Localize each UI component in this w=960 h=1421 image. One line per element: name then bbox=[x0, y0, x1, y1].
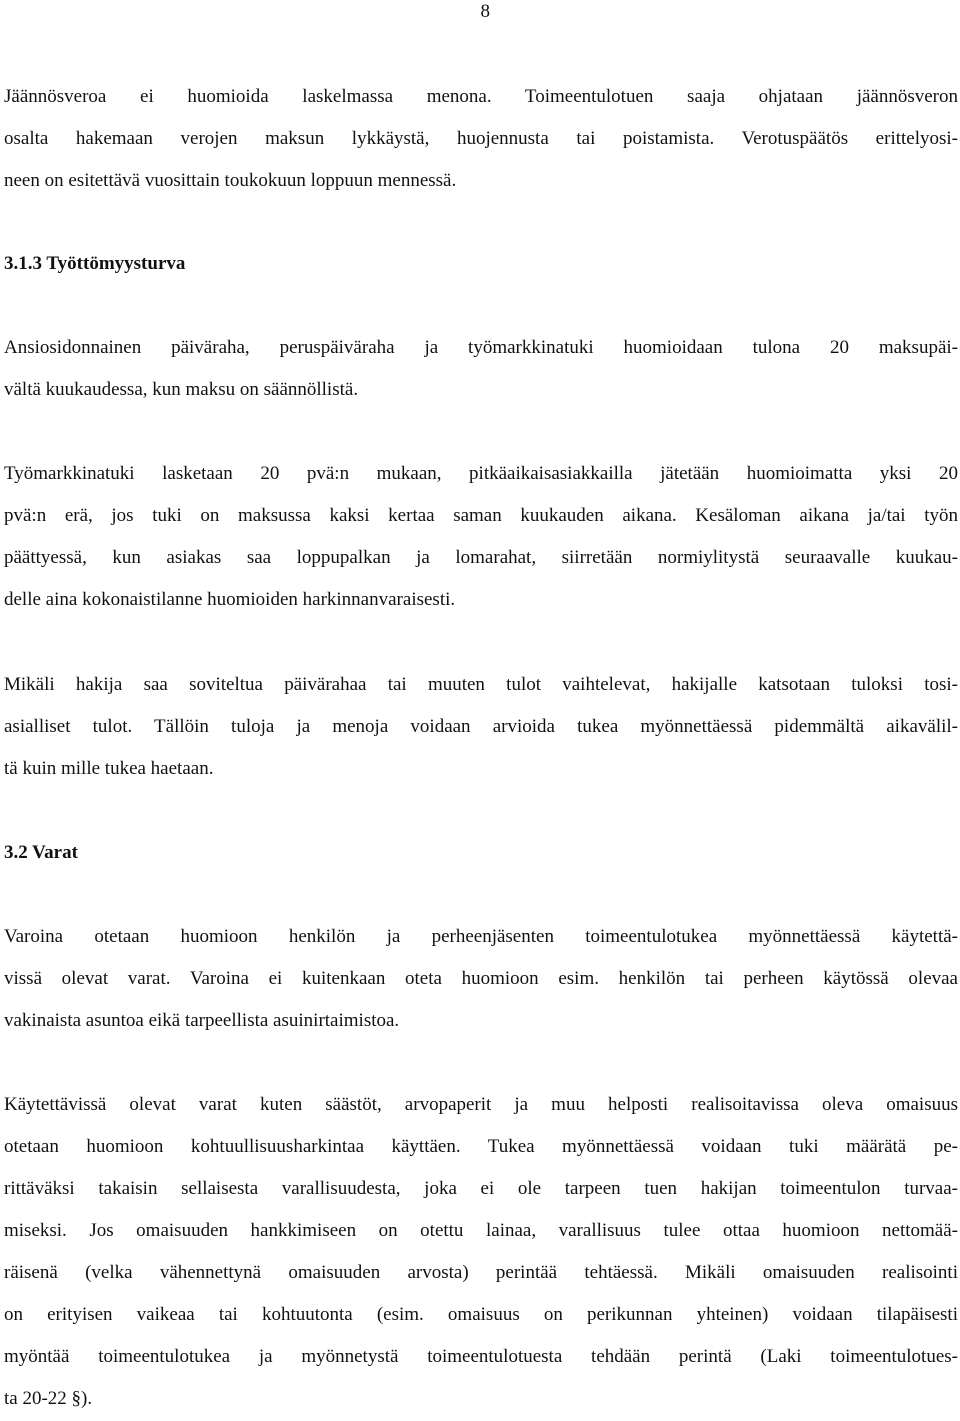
document-body bbox=[4, 76, 958, 1420]
page-number: 8 bbox=[480, 1, 490, 22]
text-line: neen on esitettävä vuosittain toukokuun loppuun mennessä. bbox=[4, 170, 457, 191]
text-line: ta 20-22 §). bbox=[4, 1388, 93, 1409]
section-heading-varat: 3.2 Varat bbox=[4, 842, 78, 863]
paragraph-soviteltu-paivaraha bbox=[4, 664, 958, 790]
text-line: vissä olevat varat. Varoina ei kuitenkaan oteta huomioon esim. henkilön tai perheen käytössä olevaa bbox=[4, 968, 958, 989]
text-line: miseksi. Jos omaisuuden hankkimiseen on otettu lainaa, varallisuus tulee ottaa huomioon nettomää- bbox=[4, 1220, 958, 1241]
text-line: delle aina kokonaistilanne huomioiden harkinnanvaraisesti. bbox=[4, 589, 456, 610]
text-line: päättyessä, kun asiakas saa loppupalkan ja lomarahat, siirretään normiylitystä seuraavalle kuukau- bbox=[4, 547, 958, 568]
text-line: vakinaista asuntoa eikä tarpeellista asuinirtaimistoa. bbox=[4, 1010, 400, 1031]
text-line: tä kuin mille tukea haetaan. bbox=[4, 758, 214, 779]
text-line: Työmarkkinatuki lasketaan 20 pvä:n mukaan, pitkäaikaisasiakkailla jätetään huomioimatta yksi 20 bbox=[4, 463, 958, 484]
text-line: asialliset tulot. Tällöin tuloja ja menoja voidaan arvioida tukea myönnettäessä pidemmältä aikavälil- bbox=[4, 716, 958, 737]
text-line: on erityisen vaikeaa tai kohtuutonta (esim. omaisuus on perikunnan yhteinen) voidaan tilapäisesti bbox=[4, 1304, 958, 1325]
paragraph-jaannosvero bbox=[4, 76, 958, 202]
text-line: myöntää toimeentulotukea ja myönnetystä toimeentulotuesta tehdään perintä (Laki toimeentulotues- bbox=[4, 1346, 958, 1367]
text-line: rittäväksi takaisin sellaisesta varallisuudesta, joka ei ole tarpeen tuen hakijan toimeentulon turvaa- bbox=[4, 1178, 958, 1199]
paragraph-paivaraha bbox=[4, 327, 958, 411]
text-line: räisenä (velka vähennettynä omaisuuden arvosta) perintää tehtäessä. Mikäli omaisuuden realisointi bbox=[4, 1262, 958, 1283]
paragraph-varat bbox=[4, 916, 958, 1042]
text-line: Varoina otetaan huomioon henkilön ja perheenjäsenten toimeentulotukea myönnettäessä käytettä- bbox=[4, 926, 958, 947]
text-line: Mikäli hakija saa soviteltua päivärahaa tai muuten tulot vaihtelevat, hakijalle katsotaan tuloksi tosi- bbox=[4, 674, 958, 695]
text-line: Ansiosidonnainen päiväraha, peruspäiväraha ja työmarkkinatuki huomioidaan tulona 20 maksupäi- bbox=[4, 337, 958, 358]
text-line: Käytettävissä olevat varat kuten säästöt, arvopaperit ja muu helposti realisoitavissa oleva omaisuus bbox=[4, 1094, 958, 1115]
text-line: otetaan huomioon kohtuullisuusharkintaa käyttäen. Tukea myönnettäessä voidaan tuki määrätä pe- bbox=[4, 1136, 958, 1157]
text-line: pvä:n erä, jos tuki on maksussa kaksi kertaa saman kuukauden aikana. Kesäloman aikana ja/tai työn bbox=[4, 505, 958, 526]
section-heading-tyottomyysturva: 3.1.3 Työttömyysturva bbox=[4, 253, 186, 274]
paragraph-tyomarkkinatuki bbox=[4, 453, 958, 621]
text-line: vältä kuukaudessa, kun maksu on säännöllistä. bbox=[4, 379, 359, 400]
paragraph-kaytettavissa-olevat-varat bbox=[4, 1084, 958, 1420]
text-line: osalta hakemaan verojen maksun lykkäystä, huojennusta tai poistamista. Verotuspäätös erittelyosi- bbox=[4, 128, 958, 149]
text-line: Jäännösveroa ei huomioida laskelmassa menona. Toimeentulotuen saaja ohjataan jäännösveron bbox=[4, 86, 958, 107]
